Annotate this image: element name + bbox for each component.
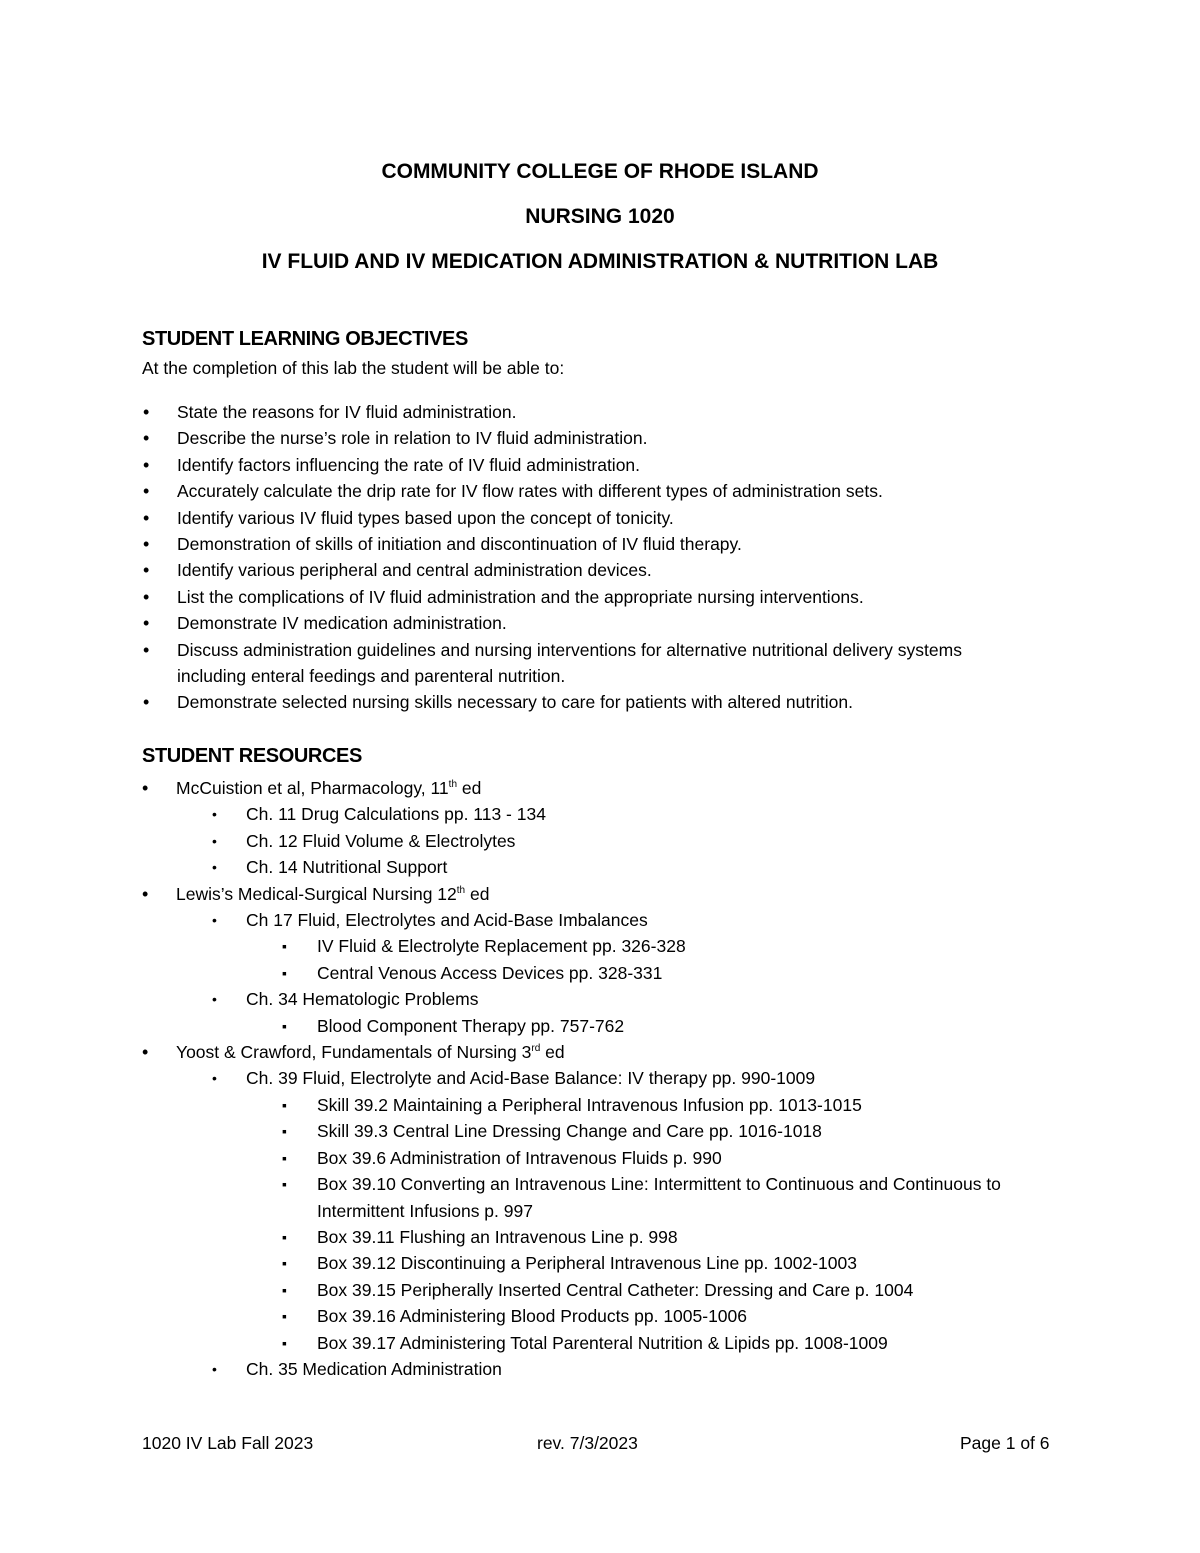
- resource-section: ▪ Blood Component Therapy pp. 757-762: [142, 1013, 1042, 1039]
- resource-section: ▪ Box 39.10 Converting an Intravenous Line: Intermittent to Continuous and Continuous to Intermittent Infusions p. 997: [142, 1171, 1042, 1224]
- resource-chapter: • Ch 17 Fluid, Electrolytes and Acid-Base Imbalances: [142, 907, 1042, 933]
- resource-book-med-surg: • Lewis’s Medical-Surgical Nursing 12th ed: [142, 881, 1042, 907]
- resource-chapter: • Ch. 34 Hematologic Problems: [142, 986, 1042, 1012]
- resource-section: ▪ Skill 39.2 Maintaining a Peripheral Intravenous Infusion pp. 1013-1015: [142, 1092, 1042, 1118]
- resource-chapter: • Ch. 11 Drug Calculations pp. 113 - 134: [142, 801, 1042, 827]
- course-number: NURSING 1020: [525, 205, 675, 228]
- resource-chapter: • Ch. 35 Medication Administration: [142, 1356, 1042, 1382]
- resource-section: ▪ Box 39.15 Peripherally Inserted Central Catheter: Dressing and Care p. 1004: [142, 1277, 1042, 1303]
- resource-chapter: • Ch. 39 Fluid, Electrolyte and Acid-Base Balance: IV therapy pp. 990-1009: [142, 1065, 1042, 1091]
- objective-item: • Identify various IV fluid types based upon the concept of tonicity.: [177, 505, 1017, 531]
- resources-heading: STUDENT RESOURCES: [142, 745, 362, 767]
- resource-section: ▪ Box 39.11 Flushing an Intravenous Line p. 998: [142, 1224, 1042, 1250]
- objective-item: • Demonstration of skills of initiation and discontinuation of IV fluid therapy.: [177, 531, 1017, 557]
- objective-item: • Identify factors influencing the rate of IV fluid administration.: [177, 452, 1017, 478]
- objective-item: • Describe the nurse’s role in relation to IV fluid administration.: [177, 425, 1017, 451]
- footer-page-number: Page 1 of 6: [960, 1433, 1050, 1453]
- college-name: COMMUNITY COLLEGE OF RHODE ISLAND: [381, 160, 819, 183]
- objective-item: • Accurately calculate the drip rate for IV flow rates with different types of administration sets.: [177, 478, 1017, 504]
- resource-section: ▪ Box 39.6 Administration of Intravenous Fluids p. 990: [142, 1145, 1042, 1171]
- resource-book-fundamentals: • Yoost & Crawford, Fundamentals of Nursing 3rd ed: [142, 1039, 1042, 1065]
- objective-item: • State the reasons for IV fluid administration.: [177, 399, 1017, 425]
- resource-chapter: • Ch. 12 Fluid Volume & Electrolytes: [142, 828, 1042, 854]
- resource-chapter: • Ch. 14 Nutritional Support: [142, 854, 1042, 880]
- objective-item: • List the complications of IV fluid administration and the appropriate nursing interventions.: [177, 584, 1017, 610]
- objective-item: • Discuss administration guidelines and nursing interventions for alternative nutritional delivery systems including enteral feedings and parenteral nutrition.: [177, 637, 1017, 690]
- resource-section: ▪ IV Fluid & Electrolyte Replacement pp. 326-328: [142, 933, 1042, 959]
- objectives-intro: At the completion of this lab the student will be able to:: [142, 358, 565, 378]
- resource-section: ▪ Skill 39.3 Central Line Dressing Change and Care pp. 1016-1018: [142, 1118, 1042, 1144]
- resource-section: ▪ Box 39.12 Discontinuing a Peripheral Intravenous Line pp. 1002-1003: [142, 1250, 1042, 1276]
- document-title-block: [0, 153, 1200, 288]
- lab-title: IV FLUID AND IV MEDICATION ADMINISTRATION & NUTRITION LAB: [261, 250, 939, 273]
- resources-list: [142, 775, 1042, 1382]
- footer-revision-date: rev. 7/3/2023: [537, 1433, 638, 1453]
- resource-section: ▪ Box 39.16 Administering Blood Products pp. 1005-1006: [142, 1303, 1042, 1329]
- footer-course-term: 1020 IV Lab Fall 2023: [142, 1433, 314, 1453]
- resource-section: ▪ Box 39.17 Administering Total Parenteral Nutrition & Lipids pp. 1008-1009: [142, 1330, 1042, 1356]
- objectives-heading: STUDENT LEARNING OBJECTIVES: [142, 328, 468, 350]
- objective-item: • Identify various peripheral and central administration devices.: [177, 557, 1017, 583]
- objective-item: • Demonstrate IV medication administration.: [177, 610, 1017, 636]
- resource-section: ▪ Central Venous Access Devices pp. 328-331: [142, 960, 1042, 986]
- objective-item: • Demonstrate selected nursing skills necessary to care for patients with altered nutrition.: [177, 689, 1017, 715]
- resource-book-pharmacology: • McCuistion et al, Pharmacology, 11th ed: [142, 775, 1042, 801]
- objectives-list: [177, 399, 1017, 716]
